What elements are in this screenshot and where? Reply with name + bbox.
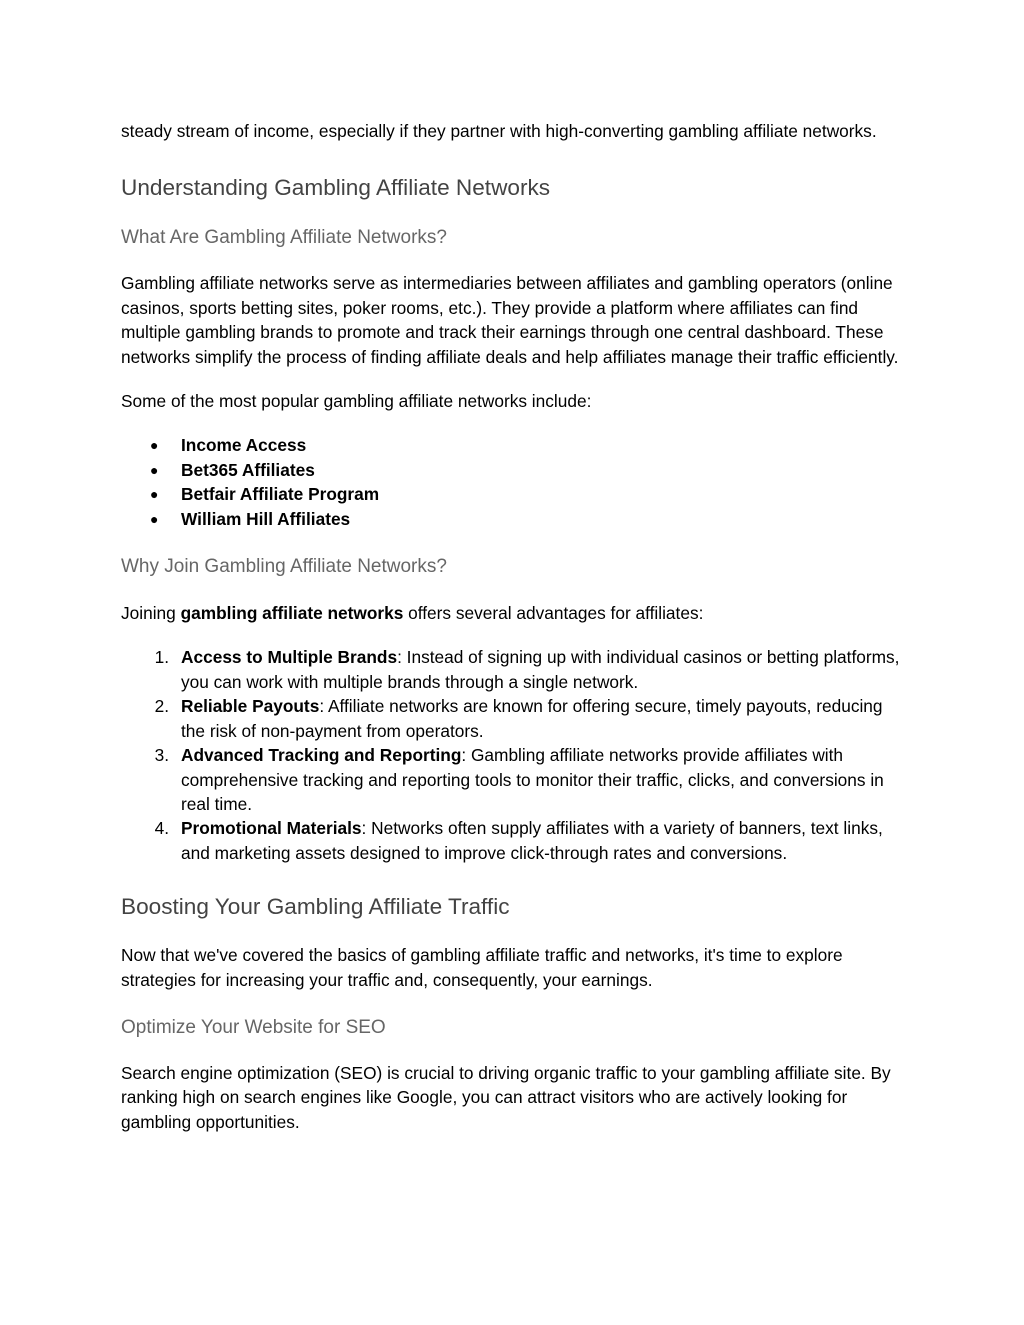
- advantages-list: [121, 645, 901, 865]
- popular-networks-list: [121, 433, 901, 531]
- heading-boosting-traffic: Boosting Your Gambling Affiliate Traffic: [121, 894, 510, 920]
- list-number: 1.: [154, 647, 169, 668]
- subheading-why-join: Why Join Gambling Affiliate Networks?: [121, 556, 447, 578]
- bullet-icon: ●: [150, 461, 159, 478]
- network-name: William Hill Affiliates: [181, 508, 351, 529]
- list-item: [121, 816, 901, 865]
- bullet-icon: ●: [150, 510, 159, 527]
- list-item: [121, 694, 901, 743]
- subheading-optimize-seo: Optimize Your Website for SEO: [121, 1016, 386, 1038]
- seo-paragraph: Search engine optimization (SEO) is crucial to driving organic traffic to your gambling affiliate site. By ranking high on search engines like Google, you can attract visitors who are actively looking for gambling opportunities.: [121, 1062, 891, 1132]
- boosting-paragraph: Now that we've covered the basics of gambling affiliate traffic and networks, it's time to explore strategies for increasing your traffic and, consequently, your earnings.: [121, 945, 843, 990]
- list-number: 4.: [154, 818, 169, 839]
- heading-understanding-networks: Understanding Gambling Affiliate Networks: [121, 175, 551, 201]
- network-name: Bet365 Affiliates: [181, 459, 315, 480]
- list-item: [121, 645, 901, 694]
- network-name: Income Access: [181, 435, 307, 456]
- advantage-text: : Instead of signing up with individual casinos or betting platforms, you can work with multiple brands through a single network.: [181, 647, 900, 692]
- why-join-intro-bold: gambling affiliate networks: [180, 603, 404, 624]
- list-number: 3.: [154, 745, 169, 766]
- advantage-title: Access to Multiple Brands: [181, 647, 398, 668]
- advantage-text: : Gambling affiliate networks provide affiliates with comprehensive tracking and reporting tools to monitor their traffic, clicks, and conversions in real time.: [181, 745, 884, 814]
- why-join-intro-before: Joining: [121, 603, 181, 624]
- list-item: [121, 482, 901, 506]
- bullet-icon: ●: [150, 486, 159, 503]
- network-name: Betfair Affiliate Program: [181, 484, 380, 505]
- intro-paragraph: steady stream of income, especially if they partner with high-converting gambling affiliate networks.: [121, 121, 877, 141]
- why-join-intro-after: offers several advantages for affiliates:: [403, 603, 704, 624]
- why-join-intro: [121, 601, 901, 625]
- list-item: [121, 507, 901, 531]
- advantage-title: Advanced Tracking and Reporting: [181, 745, 462, 766]
- list-item: [121, 458, 901, 482]
- popular-networks-intro: Some of the most popular gambling affiliate networks include:: [121, 391, 592, 412]
- advantage-title: Promotional Materials: [181, 818, 362, 839]
- list-number: 2.: [154, 696, 169, 717]
- advantage-title: Reliable Payouts: [181, 696, 320, 717]
- advantage-text: : Affiliate networks are known for offering secure, timely payouts, reducing the risk of non-payment from operators.: [181, 696, 883, 741]
- subheading-what-are-networks: What Are Gambling Affiliate Networks?: [121, 227, 447, 249]
- what-are-networks-paragraph: Gambling affiliate networks serve as intermediaries between affiliates and gambling operators (online casinos, sports betting sites, poker rooms, etc.). They provide a platform where affiliates can find multiple gambling brands to promote and track their earnings through one central dashboard. These networks simplify the process of finding affiliate deals and help affiliates manage their traffic efficiently.: [121, 273, 899, 367]
- advantage-text: : Networks often supply affiliates with a variety of banners, text links, and marketing assets designed to improve click-through rates and conversions.: [181, 818, 883, 863]
- list-item: [121, 433, 901, 457]
- bullet-icon: ●: [150, 437, 159, 454]
- document-page: [121, 119, 901, 1134]
- list-item: [121, 743, 901, 816]
